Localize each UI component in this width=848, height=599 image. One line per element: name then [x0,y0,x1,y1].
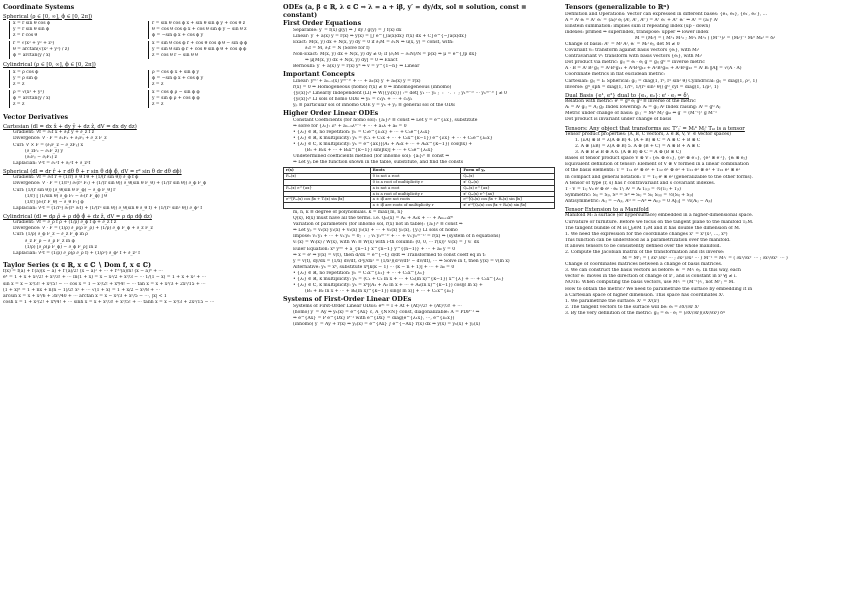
formula-line: Undetermined coefficients method (for inhomo sol): {aᵢ}ᵢⁿ ≡ const ⇒ [293,154,450,160]
formula-line: Linear: y′ + a(x) y = r(x) ⇒ y(x) = [∫ e^{∫a(x)dx} r(x) dx + C] e^{−∫a(x)dx} [293,33,467,39]
section-title-tensors: Tensors (generalizable to ℝⁿ) [565,3,670,11]
formula-line: x = ρ cos ϕ [13,69,39,75]
formula-line: ŷ = sin θ sin ϕ r̂ + cos θ sin ϕ θ̂ + cos ϕ ϕ̂ [152,47,247,53]
table-cell: a is not a root [370,185,461,191]
formula-line: • {λᵢ} ∈ ℝ, k multiplicity: yₕ = (C₁ + C₂x + ⋯ + Cₖx^{k−1}) e^{λx} + ⋯ + Cₙe^{λₙx} [293,135,493,141]
table-row [284,203,555,209]
table-header-cell: r(x) [284,168,371,174]
cylindrical-inverse [9,90,134,108]
table-cell: 0 is not a root [370,174,461,180]
formula-line: ϕ = arctan(y / x) [13,96,51,102]
formula-line: y = ρ sin ϕ [13,75,38,81]
formula-line: Cartesian: gᵢⱼ = Iₙ Spherical: gᵢⱼ = diag(1, r², r² sin² θ) Cylindrical: gᵢⱼ = diag(1, ρ², 1) [565,78,758,84]
formula-line: Equivalent definition of tensor: Element of V ⊗ V formed in a linear combination [565,162,749,168]
formula-line: 1. (λA) ⊗ B = λ(A ⊗ B) 4. (A + B) ⊗ C = A ⊗ C + B ⊗ C [575,138,701,143]
formula-line: a Cartesian space of higher dimension. This space has coordinates Xᴵ. [565,292,725,298]
formula-line: vᵢ′(x) = Wᵢ(x) / W(x), with Wᵢ ≡ W(x) with i-th column: (0, 0, ⋯ r(x))ᵀ vᵢ(x) = ∫ vᵢ′ dx [293,240,480,246]
cylindrical-unit-vectors [148,70,273,88]
formula-line: ϕ̂ = −sin ϕ x̂ + cos ϕ ŷ [152,33,204,39]
formula-line: y = r sin θ sin ϕ [13,27,50,32]
table-cell: a is a root of multiplicity r [370,191,461,197]
formula-line: Dot product is invariant under change of basis [565,117,672,123]
subsection-dual-basis: Dual Basis {e¹, e²} dual to {e₁, e₂}: eⁱ · eⱼ = δⁱⱼ [565,92,690,99]
section-title-vector-derivatives: Vector Derivatives [3,113,69,122]
column-tensors [565,3,845,596]
subsection-cylindrical-derivatives: Cylindrical (dl = dρ ρ̂ + ρ dϕ ϕ̂ + dz ẑ, dV = ρ dρ dϕ dz) [3,213,152,220]
cylindrical-xyz [9,70,134,88]
formula-line: NOTE: When computing the basis vectors, use Mʲᵢ′ = (M⁻¹)ʲᵢ′, not Mⁱ′ⱼ = M. [565,280,735,286]
column-odes [283,3,555,596]
formula-line: (∂ₓFᵧ − ∂ᵧFₓ) ẑ [25,154,58,160]
formula-line: Manifold M: a surface (or hypersurface) embedded in a higher-dimensional space. [565,213,754,219]
formula-line: ẑ = ẑ [152,82,164,88]
formula-line: Relation with metric: eⁱ = gⁱʲ eⱼ gⁱʲ ≡ inverse of the metric [565,99,696,105]
formula-line: (homo) ẏ′ = Aẏ ⇒ ẏₕ(x) = e^{Ax} c, A_{N×N} const, diagonalizable: A = PDP⁻¹ ⇒ [293,309,480,315]
formula-line: • {λᵢ} ∈ ℝ, k multiplicity: yₕ = (C₁ + C₂ ln x + ⋯ + Cₖ(ln x)^{k−1}) x^{λ} + ⋯ + Cₙx^{λₙ} [293,276,504,282]
formula-line: vector eᵢ′ moves in the direction of change of xⁱ′, and is constant in xʲ ∀j ≠ i. [565,274,737,280]
formula-line: Bases of tensor product space V ⊗ V′: {e₁ ⊗ e′₁}, {e¹ ⊗ e′₁}, {e¹ ⊗ e′²}, {eᵢ ⊗ eⱼ} [565,156,748,162]
spherical-unit-vectors [148,21,273,39]
formula-line: ρ̂ = cos ϕ x̂ + sin ϕ ŷ [152,69,200,75]
table-cell: xʳ eᵃˣ[Qₖ(x) cos βx + Rₖ(x) sin βx] [461,203,555,209]
subsection-first-order: First Order Equations [283,19,362,27]
formula-line: r(x) = 0 ⇒ Homogeneous (homo) r(x) ≠ 0 ⇒ Inhomogeneous (inhomo) [293,84,452,90]
formula-line: M = Mⁱ′ⱼ = ( ∂x¹′/∂x¹ ⋯ ; ∂x²′/∂x¹ ⋯ ) M⁻¹ = Mʲᵢ′ = ( ∂x¹/∂x¹′ ⋯ ; ∂x²/∂x¹′ ⋯ ) [622,256,788,262]
formula-line: cosh x = 1 + x²/2! + x⁴/4! + ⋯ sinh x = x + x³/3! + x⁵/5! + ⋯ tanh x = x − x³/3 + 2x⁵/15 − ⋯ [3,299,215,305]
table-cell: Qₘ(x) [461,174,555,180]
formula-line: The tangent bundle of M is ⋃ₚ∈M TₚM and it has double the dimension of M. [565,225,741,231]
formula-line: 1. We need the expression for the coordinate changes xⁱ′ = xⁱ′(x¹, …, xⁿ) [565,231,728,237]
formula-line: Gradient: ∇f = ∂ₓf x̂ + ∂ᵧf ŷ + ∂_z f ẑ [13,130,95,136]
subsection-cylindrical: Cylindrical (ρ ∈ [0, ∞], ϕ ∈ [0, 2π]) [3,62,96,69]
formula-line: (∂_zFₓ − ∂ₓF_z) ŷ [25,148,64,154]
formula-line: indexes: primed ⇒ superindex, transpose: upper ⇒ lower index [565,29,709,35]
formula-line: • {λᵢ} ∈ ℂ, k multiplicity: yₕ = xᵃ[(A₁ + A₂ ln x + ⋯ + Aₖ(ln x)^{k−1}) cos(β ln x) + [293,283,483,289]
formula-line: θ̂ = cos θ cos ϕ x̂ + cos θ sin ϕ ŷ − sin θ ẑ [152,27,247,32]
formula-line: Variation of parameters (for inhomo sol, r(x) not in table): {aᵢ}ᵢⁿ ≡ const ⇒ [293,222,463,228]
formula-line: Einstein summation: implies sum if repeating index (up - down) [565,23,711,29]
formula-line: Laplacian: ∇²f = (1/ρ) ∂_ρ(ρ ∂_ρ f) + (1/ρ²) ∂_ϕ² f + ∂_z² f [13,250,140,256]
table-cell: Qₘ(x) e^{ax} [461,185,555,191]
formula-line: of the basis elements: T = T₁₁ e¹ ⊗ e¹ + T₁₂ e¹ ⊗ e² + T₂₁ e² ⊗ e¹ + T₂₂ e² ⊗ e² [565,168,741,174]
formula-line: (1/ρ) [∂_ρ(ρ F_ϕ) − ∂_ϕ F_ρ] in ẑ [25,244,98,250]
formula-line: M = (Mᵢʲ) = ( M¹₁ M¹₂ ; M²₁ M²₂ ) (M⁻¹)ᵢʲ = (Mᵢʲ)⁻¹ Mᵢᵏ Mₖʲ = δᵢʲ [634,35,776,41]
formula-line: (B₁ + B₂x + ⋯ + Bₖx^{k−1}) sin(βx)] + ⋯ + Cₙe^{λₙx} [305,148,434,154]
table-cell: a ± iβ are roots of multiplicity r [370,203,461,209]
formula-line: Change of basis: Aⁱ′ = Mʲ Aʲ, eᵢ′ = Mᵢʲ eⱼ, det M ≠ 0 [565,41,680,47]
formula-line: θ = arctan(√(x² + y²) / z) [13,47,70,53]
formula-line: ẑ = cos θ r̂ − sin θ θ̂ [152,53,198,59]
formula-line: ⇒ Let yₚ be the function shown in the table, substitute, and find the consts [293,160,464,166]
formula-line: 2. The tangent vectors to the surface will be: eᵢ = ∂Xᴵ/∂xⁱ Xᴵ [565,304,699,310]
formula-line: {yᵢ(x)}ᵢⁿ LI sols of homo ODE ⇒ yₕ = c₁y₁ + ⋯ + cₙyₙ [293,96,413,102]
formula-line: 3. By the very definition of the metric: gᵢⱼ = eᵢ · eⱼ = (∂Xᴵ/∂xⁱ)(∂Xᴶ/∂xʲ) δᴵᴶ [565,310,726,316]
formula-line: Tensor product properties: (A, B, C vectors, λ ∈ ℝ, V, V′ ∈ Vector spaces) [565,131,731,137]
table-cell: Pₘ(x) [284,174,371,180]
formula-line: Bernoulli: y′ + a(x) y = r(x) yⁿ ⇒ v = y^{1−n} ⇒ Linear [293,64,420,70]
subsection-higher-order: Higher Order Linear ODEs [283,109,379,118]
formula-line: ẑ = ẑ [152,102,164,108]
formula-line: z = z [13,102,25,108]
formula-line: In compact and general notation: T = Tᵢⱼ eⁱ ⊗ eʲ (generalizable to the other forms). [565,174,753,180]
formula-line: Curvature or furniture. Before we focus on the tangent plane to the manifold TₚM. [565,219,754,225]
formula-line: ŷ = sin ϕ ρ̂ + cos ϕ ϕ̂ [152,96,200,102]
formula-line: 2. Compute the Jacobian matrix of the transformation and its inverse: [565,250,725,255]
formula-line: A · B = Aⁱ Bʲ gᵢⱼ = A¹B¹g₁₁ + A¹B²g₁₂ + A²B¹g₂₁ + A²B²g₂₂ = Aⁱ Bᵢ ‖A‖ = √(A · A) [565,66,742,72]
section-title-odes: ODEs (a, β ∈ ℝ, λ ∈ ℂ ⇒ λ = a + iβ, y′ = dy/dx, sol ≡ solution, const ≡ constant) [283,3,527,19]
table-cell: xʳ Qₘ(x) [461,179,555,185]
formula-line: eˣ = 1 + x + x²/2! + x³/3! + ⋯ ln(1 + x) = x − x²/2 + x³/3 − ⋯ 1/(1 − x) = 1 + x + x² + ⋯ [3,275,207,281]
formula-line: m, n, k ≡ degree of polynomials. k = max{m, n} [293,209,404,215]
formula-line: Change of coordinates matrices between a change of basis matrices. [565,262,723,268]
formula-line: ⇒ Let yₚ = v₁(x) y₁(x) + v₂(x) y₂(x) + ⋯ + vₙ(x) yₙ(x), {yᵢ} LI sols of homo [293,228,458,234]
formula-line: • {λᵢ} ∈ ℝ, no repetition: yₕ = C₁x^{λ₁} + ⋯ + Cₙx^{λₙ} [293,270,425,276]
formula-line: ⇒ e^{Ax} = P e^{Dx} P⁻¹ with e^{Dx} = diag(e^{λ₁x}, ⋯, e^{λₙx}) [293,315,455,321]
formula-line: Alternative: yₕ = xᵏ, substitute xᵏ[k(k − 1) ⋯ (k − n + 1)] + ⋯ + a₀ = 0 [293,264,455,270]
formula-line: Curl: (1/(r sin θ)) [∂_θ(sin θ F_ϕ) − ∂_ϕ F_θ] r̂ [13,187,116,193]
spherical-block [3,20,273,40]
formula-line: Divergence: ∇ · F = ∂ₓFₓ + ∂ᵧFᵧ + ∂_z F_z [13,136,107,142]
table-cell: xʳ Qₘ(x) e^{ax} [461,191,555,197]
table-cell: eᵃˣ[Pₘ(x) cos βx + Tₗ(x) sin βx] [284,197,371,203]
formula-line: Symmetric: Sᵢⱼ = Sⱼᵢ, Sⁱʲ = Sʲⁱ ⇒ Sᵢⱼ = Sᵢⱼ S₍ᵢⱼ₎ = ½(Sᵢⱼ + Sⱼᵢ) [565,192,694,198]
formula-line: Separable: y′ = f(x) g(y) ⇒ ∫ dy / g(y) = ∫ f(x) dx [293,27,402,33]
formula-line: Euler Equation: xⁿ y⁽ⁿ⁾ + a_{n−1} x^{n−1} y^{(n−1)} + ⋯ + a₀ y = 0 [293,246,456,252]
cylindrical-inverse-block [3,89,273,109]
formula-line: Exact: M(x, y) dx + N(x, y) dy = 0 if ∂ᵧM = ∂ₓN ⇒ u(x, y) = const, with: [293,39,454,45]
formula-line: x = r sin θ cos ϕ [13,20,51,26]
formula-line: T · V = Tᵢⱼ Vₖ eⁱ ⊗ eʲ · eₖ Tⁱⱼ Aʲ = Aᵢ T₍ᵢⱼ₎ = ½(Tᵢⱼ + Tⱼᵢ) [565,186,681,192]
formula-line: (1/r) [ (1/sin θ) ∂_ϕ Fᵣ − ∂ᵣ(r F_ϕ) ] θ̂ [25,193,107,199]
formula-line: How to obtain the metric? We need to parametrize the surface by embedding it in [565,286,753,292]
spherical-inverse [9,41,134,59]
cylindrical-inverse-units [148,90,273,108]
formula-line: Divergence: ∇ · F = (1/ρ) ∂_ρ(ρ F_ρ) + (1/ρ) ∂_ϕ F_ϕ + ∂_z F_z [13,226,153,232]
formula-line: Metric under change of basis: gᵢ′ⱼ′ = Mᵢᵏ Mⱼˡ gₖₗ ⇔ g′ = (M⁻¹)ᵀ g M⁻¹ [565,111,717,117]
formula-line: ∂_z F_ρ − ∂_ρ F_z in ϕ̂ [25,238,75,244]
formula-line: f(x) = f(a) + f′(a)(x − a) + f″(a)/2! (x − a)² + ⋯ + f⁽ⁿ⁾(a)/n! (x − a)ⁿ + ⋯ [3,269,163,275]
formula-line: A = Aⁱ eᵢ = Aⁱ′ eᵢ′ = (aᵢ)ʲ eⱼ (Aⁱ, Aⁱ′, Aⁱ″) = Aⁱ′ eᵢ′ + Aⁱ″ eᵢ″ ⇒ Aⁱ′ = (aᵢ′)ⁱ Aⁱ [565,17,718,23]
formula-line: Inverse: gⁱʲ_sph = diag(1, 1/r², 1/(r² sin² θ)) gⁱʲ_cyl = diag(1, 1/ρ², 1) [565,84,719,90]
spherical-inverse-units [148,41,273,59]
formula-line: 2. A ⊗ (λB) = λ(A ⊗ B) 5. A ⊗ (B + C) = A ⊗ B + A ⊗ C [575,144,701,150]
formula-line: z = z [13,82,25,88]
formula-line: ϕ = arctan(y / x) [13,53,51,59]
table-cell: Pₘ(x) e^{ax} [284,185,371,191]
formula-line: ϕ̂ = −sin ϕ x̂ + cos ϕ ŷ [152,75,204,81]
section-title-taylor-series: Taylor Series (x ∈ ℝ, x ∈ ℂ ∖ Dom f, x ∈ ℂ) [3,260,151,269]
table-header-cell: Roots [370,168,461,174]
formula-line: Curl: ∇ × F = (∂ᵧF_z − ∂_zFᵧ) x̂ [13,142,84,148]
formula-line: Constant Coefficients (for homo sol): {aᵢ}ᵢⁿ ≡ const ⇒ Let y = e^{λx}, substitute [293,117,478,123]
formula-line: This function can be understood as a parametrization over the manifold. [565,237,731,243]
formula-line: y = v(t), dy/dx = (1/x) dv/dt, d²y/dx² = (1/x²)(d²v/dt² − dv/dt), ⋯ ⇒ Solve in t, then y(x) = v(ln x) [293,258,510,264]
subsection-tensors: Tensors: Any object that transforms as: Tⁱ′ⱼ′ = Mᵢᵏ Mⱼˡ Tₖₗ is a tensor [565,125,745,132]
table-cell: a ± iβ are not roots [370,197,461,203]
cylindrical-block [3,69,273,89]
formula-line: 3. A ⊗ B ≠ B ⊗ A 6. (A ⊗ B) ⊗ C = A ⊗ (B ⊗ C) [575,150,682,156]
formula-line: Divergence: ∇ · F = (1/r²) ∂ᵣ(r² Fᵣ) + (1/(r sin θ)) ∂_θ(sin θ F_θ) + (1/(r sin θ)) ∂_ϕ F_ϕ [13,181,207,187]
formula-line: ρ = √(x² + y²) [13,90,44,96]
formula-line: 3. We can construct the basis vectors as before: eᵢ′ = Mʲᵢ′ eⱼ. In this way, each [565,268,741,274]
formula-line: • {λᵢ} ∈ ℝ, no repetition: yₕ = C₁e^{λ₁x} + ⋯ + Cₙe^{λₙx} [293,129,431,135]
formula-line: r = √(x² + y² + z²) [13,41,55,47]
formula-line: Antisymmetric: Aᵢⱼ = −Aⱼᵢ, Aⁱʲ = −Aʲⁱ ⇒ A₍ᵢⱼ₎ = 0 A[ᵢⱼ] = ½(Aᵢⱼ − Aⱼᵢ) [565,198,713,204]
formula-line: Non-Exact: M(x, y) dx + N(x, y) dy ≠ 0; if (∂ᵧM − ∂ₓN)/N = p(x) ⇒ μ = e^{∫p dx} [293,51,477,57]
formula-line: Systems of First-Order Linear ODEs: eᴬᵗ = I + At + (At)²/2! + (At)³/3! + ⋯ [293,303,462,309]
formula-line: Impose: v₁′y₁ + ⋯ + vₙ′yₙ = 0; ⋮ ; v₁′y₁⁽ⁿ⁻¹⁾ + ⋯ + vₙ′yₙ⁽ⁿ⁻¹⁾ = r(x) ⇒ (system of n equations) [293,234,501,240]
section-title-coordinate-systems: Coordinate Systems [3,3,75,11]
formula-line: 1. We parametrize the surface: Xᴵ = Xᴵ(xⁱ) [565,298,660,304]
formula-line: Definition and Operations: Vector can expressed in different bases: {e₁, e₂}, {e₁′, e₂′}, … [565,11,768,17]
formula-line: Q(x), R(x) must have all the terms. i.e. Qₘ(x) = A₁ + A₂x + ⋯ + Aₘ₊₁xᵐ [293,216,454,222]
formula-line: Gradient: ∇f = ∂_ρ f ρ̂ + (1/ρ) ∂_ϕ f ϕ̂ + ∂_z f ẑ [13,220,117,226]
formula-line: sin x = x − x³/3! + x⁵/5! − ⋯ cos x = 1 − x²/2! + x⁴/4! − ⋯ tan x = x + x³/3 + 2x⁵/15 + ⋯ [3,281,206,287]
formula-line: • {λᵢ} ∈ ℂ, k multiplicity: yₕ = e^{ax}[(A₁ + A₂x + ⋯ + Aₖx^{k−1}) cos(βx) + [293,142,473,147]
formula-line: It allows tensors to be consistently defined over the whole manifold. [565,243,721,249]
formula-line: Aᵢ = Aʲ gᵢⱼ = Aⱼ gⱼᵢ Index lowering: Aᵢ = gᵢⱼ Aʲ Index raising: Aⁱ = gⁱʲ Aⱼ [565,105,721,111]
formula-line: Dot product via metric: gᵢⱼ = eᵢ · eⱼ g = gᵢⱼ gⁱʲ = inverse metric [565,60,705,66]
spherical-inverse-block [3,40,273,60]
formula-line: x̂ = sin θ cos ϕ r̂ + cos θ cos ϕ θ̂ − sin ϕ ϕ̂ [152,41,248,47]
formula-line: ∂ₓf = M, ∂ᵧf = N (Solve for f) [305,45,370,51]
formula-line: Laplacian: ∇²f = ∂ₓ²f + ∂ᵧ²f + ∂_z²f [13,160,91,166]
formula-line: (B₁ + B₂ ln x + ⋯ + Bₖ(ln x)^{k−1}) sin(β ln x)] + ⋯ + Cₙx^{λₙ} [305,289,455,295]
table-cell: eᵃˣ[Qₖ(x) cos βx + Rₖ(x) sin βx] [461,197,555,203]
formula-line: ⇒ x = eᵗ ⇒ y(x) = v(t), then d/dx = e^{−t} d/dt ⇒ Transformed to const coeff eq in t: [293,252,486,258]
spherical-xyz [9,21,134,39]
table-header-cell: Form of yₚ [461,168,555,174]
subsection-important-concepts: Important Concepts [283,70,355,79]
formula-line: {yᵢ(x)}ᵢⁿ Linearly Independent (LI) ⇔ W({yᵢ(x)}) := det[ y₁ ⋯ yₙ ; ⋮ ⋱ ⋮ ; y₁⁽ⁿ⁻¹⁾ ⋯ yₙ⁽ⁿ⁻¹⁾ ] ≠ 0 [293,90,507,96]
subsection-manifold: Tensor Extension to a Manifold [565,207,649,214]
formula-line: Covariant vᵢ: transform against basis vectors {eᵢ}, with Mᵢʲ [565,48,699,54]
table-cell [284,203,371,209]
subsection-systems: Systems of First-Order Linear ODEs [283,295,412,304]
formula-line: (1 + x)ⁿ = 1 + nx + n(n − 1)/2! x² + ⋯ √(1 + x) = 1 + x/2 − x²/8 + ⋯ [3,287,160,293]
formula-line: yₚ ≡ particular sol of inhomo ODE y = yₕ + yₚ ≡ general sol of the ODE [293,103,456,109]
formula-line: (inhomo) ẏ′ = Aẏ + r(x) ⇒ ẏₚ(x) = e^{Ax} ∫ e^{−Ax} r(x) dx ⇒ ẏ(x) = ẏₕ(x) + ẏₚ(x) [293,322,481,328]
formula-line: Laplacian: ∇²f = (1/r²) ∂ᵣ(r² ∂ᵣf) + (1/(r² sin θ)) ∂_θ(sin θ ∂_θ f) + (1/(r² sin² θ)) ∂_ϕ² f [13,205,203,211]
undetermined-coefficients-table [283,167,555,209]
formula-line: Linear: y⁽ⁿ⁾ + aₙ₋₁(x) y⁽ⁿ⁻¹⁾ + ⋯ + a₁(x) y′ + a₀(x) y = r(x) [293,78,421,84]
formula-line: A tensor of type (r, s) has r contravariant and s covariant indexes. [565,180,716,186]
subsection-spherical-derivatives: Spherical (dl = dr r̂ + r dθ θ̂ + r sin θ dϕ ϕ̂, dV = r² sin θ dr dθ dϕ) [3,168,182,175]
formula-line: arcsin x = x + x³/6 + 3x⁵/40 + ⋯ arctan x = x − x³/3 + x⁵/5 − ⋯, |x| < 1 [3,293,167,299]
subsection-cartesian: Cartesian (dl = dx x̂ + dy ŷ + dz ẑ, dV = dx dy dz) [3,123,137,130]
table-cell: 0 is a root of multiplicity r [370,179,461,185]
formula-line: Contravariant vⁱ: transform with basis vectors {eᵢ}, with Mᵢʲ [565,54,702,60]
formula-line: ⇒ μ[M(x, y) dx + N(x, y) dy] = 0 ⇒ Exact [305,57,398,63]
subsection-spherical: Spherical (ρ ∈ [0, ∞], ϕ ∈ [0, 2π]) [3,13,93,20]
formula-line: Curl: (1/ρ) ∂_ϕ F_z − ∂_z F_ϕ in ρ̂ [13,232,88,238]
formula-line: Coordinate metrics in flat euclidean metric: [565,72,665,78]
formula-line: Gradient: ∇f = ∂ᵣf r̂ + (1/r) ∂_θ f θ̂ + (1/(r sin θ)) ∂_ϕ f ϕ̂ [13,175,139,181]
formula-line: r̂ = sin θ cos ϕ x̂ + sin θ sin ϕ ŷ + cos θ ẑ [152,20,246,26]
formula-line: z = r cos θ [13,33,38,39]
formula-line: ⇒ solve for {λᵢ}: λⁿ + aₙ₋₁λⁿ⁻¹ + ⋯ + a₁λ + a₀ = 0 [293,123,407,129]
formula-line: x̂ = cos ϕ ρ̂ − sin ϕ ϕ̂ [152,90,200,96]
column-coordinates [3,3,273,596]
formula-line: (1/r) [∂ᵣ(r F_θ) − ∂_θ Fᵣ] ϕ̂ [25,199,84,205]
